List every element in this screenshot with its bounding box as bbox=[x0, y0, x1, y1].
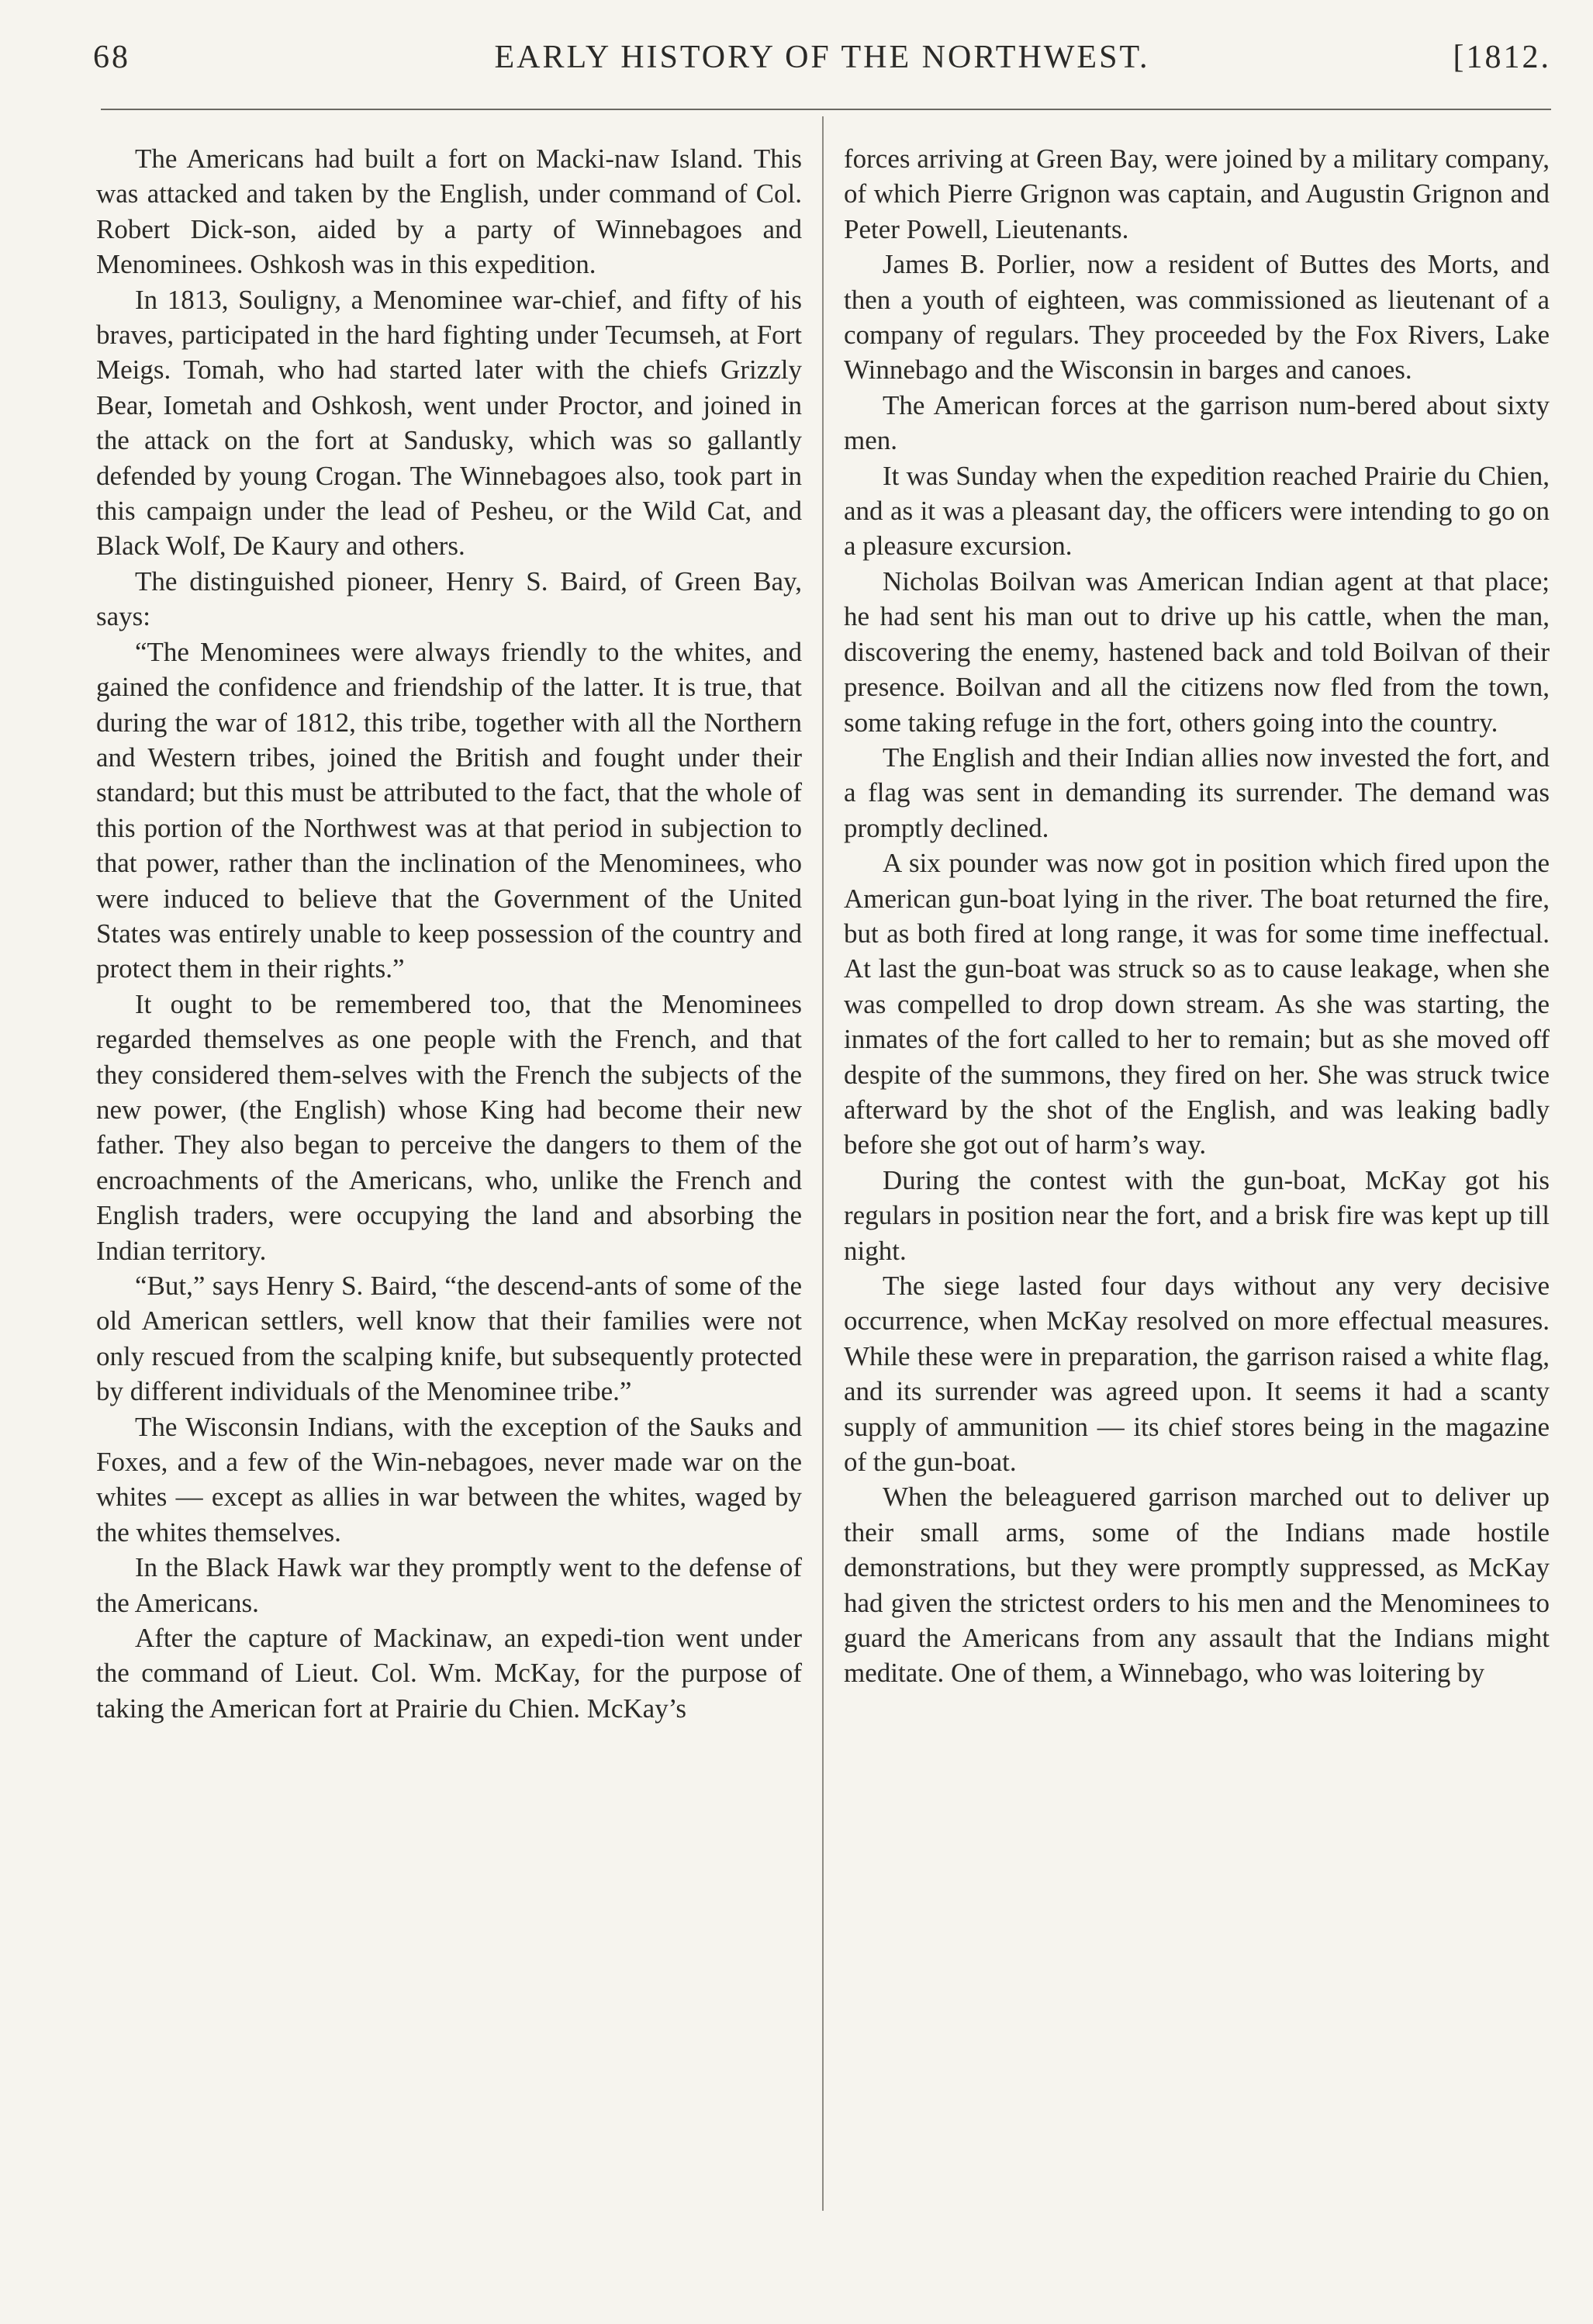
paragraph: The American forces at the garrison num-bered about sixty men. bbox=[844, 389, 1550, 456]
paragraph: In 1813, Souligny, a Menominee war-chief, and fifty of his braves, participated in the hard fighting under Tecumseh, at Fort Meigs. Tomah, who had started later with the chiefs Grizzly Bear, Iometah and Oshkosh, went under Proctor, and joined in the attack on the fort at Sandusky, which was so gallantly defended by young Crogan. The Winnebagoes also, took part in this campaign under the lead of Pesheu, or the Wild Cat, and Black Wolf, De Kaury and others. bbox=[96, 284, 802, 562]
paragraph: The siege lasted four days without any very decisive occurrence, when McKay resolved on more effectual measures. While these were in preparation, the garrison raised a white flag, and its surrender was agreed upon. It seems it had a scanty supply of ammunition — its chief stores being in the magazine of the gun-boat. bbox=[844, 1271, 1550, 1478]
paragraph: When the beleaguered garrison marched out to deliver up their small arms, some of the Indians made hostile demonstrations, but they were promptly suppressed, as McKay had given the strictest orders to his men and the Menominees to guard the Americans from any assault that the Indians might meditate. One of them, a Winnebago, who was loitering by bbox=[844, 1482, 1550, 1689]
paragraph: The English and their Indian allies now invested the fort, and a flag was sent in demanding its surrender. The demand was promptly declined. bbox=[844, 742, 1550, 843]
quote-paragraph: “But,” says Henry S. Baird, “the descend-ants of some of the old American settlers, well know that their families were not only rescued from the scalping knife, but subsequently protected by different individuals of the Menominee tribe.” bbox=[96, 1271, 802, 1407]
page-header bbox=[93, 34, 1551, 81]
year-marker: [1812. bbox=[1453, 40, 1551, 75]
running-title: EARLY HISTORY OF THE NORTHWEST. bbox=[494, 40, 1150, 75]
header-rule bbox=[101, 109, 1551, 110]
paragraph: After the capture of Mackinaw, an expedi-tion went under the command of Lieut. Col. Wm. McKay, for the purpose of taking the American fort at Prairie du Chien. McKay’s bbox=[96, 1623, 802, 1724]
page-number: 68 bbox=[93, 40, 130, 75]
paragraph: During the contest with the gun-boat, McKay got his regulars in position near the fort, and a brisk fire was kept up till night. bbox=[844, 1164, 1550, 1266]
right-column bbox=[844, 141, 1550, 1691]
paragraph: The distinguished pioneer, Henry S. Baird, of Green Bay, says: bbox=[96, 565, 802, 632]
paragraph: It ought to be remembered too, that the Menominees regarded themselves as one people with the French, and that they considered them-selves with the French the subjects of the new power, (the English) whose King had become their new father. They also began to perceive the dangers to them of the encroachments of the Americans, who, unlike the French and English traders, were occupying the land and absorbing the Indian territory. bbox=[96, 988, 802, 1266]
continued-paragraph: forces arriving at Green Bay, were joined by a military company, of which Pierre Grignon was captain, and Augustin Grignon and Peter Powell, Lieutenants. bbox=[844, 144, 1550, 244]
quote-paragraph: “The Menominees were always friendly to the whites, and gained the confidence and friendship of the latter. It is true, that during the war of 1812, this tribe, together with all the Northern and Western tribes, joined the British and fought under their standard; but this must be attributed to the fact, that the whole of this portion of the Northwest was at that period in subjection to that power, rather than the inclination of the Menominees, who were induced to believe that the Government of the United States was entirely unable to keep possession of the country and protect them in their rights.” bbox=[96, 636, 802, 984]
paragraph: Nicholas Boilvan was American Indian agent at that place; he had sent his man out to drive up his cattle, when the man, discovering the enemy, hastened back and told Boilvan of their presence. Boilvan and all the citizens now fled from the town, some taking refuge in the fort, others going into the country. bbox=[844, 565, 1550, 738]
left-column bbox=[96, 141, 802, 1726]
paragraph: James B. Porlier, now a resident of Buttes des Morts, and then a youth of eighteen, was commissioned as lieutenant of a company of regulars. They proceeded by the Fox Rivers, Lake Winnebago and the Wisconsin in barges and canoes. bbox=[844, 249, 1550, 386]
paragraph: A six pounder was now got in position which fired upon the American gun-boat lying in the river. The boat returned the fire, but as both fired at long range, it was for some time ineffectual. At last the gun-boat was struck so as to cause leakage, when she was compelled to drop down stream. As she was starting, the inmates of the fort called to her to remain; but as she moved off despite of the summons, they fired on her. She was struck twice afterward by the shot of the English, and was leaking badly before she got out of harm’s way. bbox=[844, 848, 1550, 1160]
paragraph: It was Sunday when the expedition reached Prairie du Chien, and as it was a pleasant day, the officers were intending to go on a pleasure excursion. bbox=[844, 460, 1550, 562]
paragraph: The Americans had built a fort on Macki-naw Island. This was attacked and taken by the English, under command of Col. Robert Dick-son, aided by a party of Winnebagoes and Menominees. Oshkosh was in this expedition. bbox=[96, 144, 802, 280]
column-divider bbox=[822, 116, 824, 2211]
paragraph: In the Black Hawk war they promptly went to the defense of the Americans. bbox=[96, 1552, 802, 1618]
paragraph: The Wisconsin Indians, with the exception of the Sauks and Foxes, and a few of the Win-nebagoes, never made war on the whites — except as allies in war between the whites, waged by the whites themselves. bbox=[96, 1411, 802, 1548]
